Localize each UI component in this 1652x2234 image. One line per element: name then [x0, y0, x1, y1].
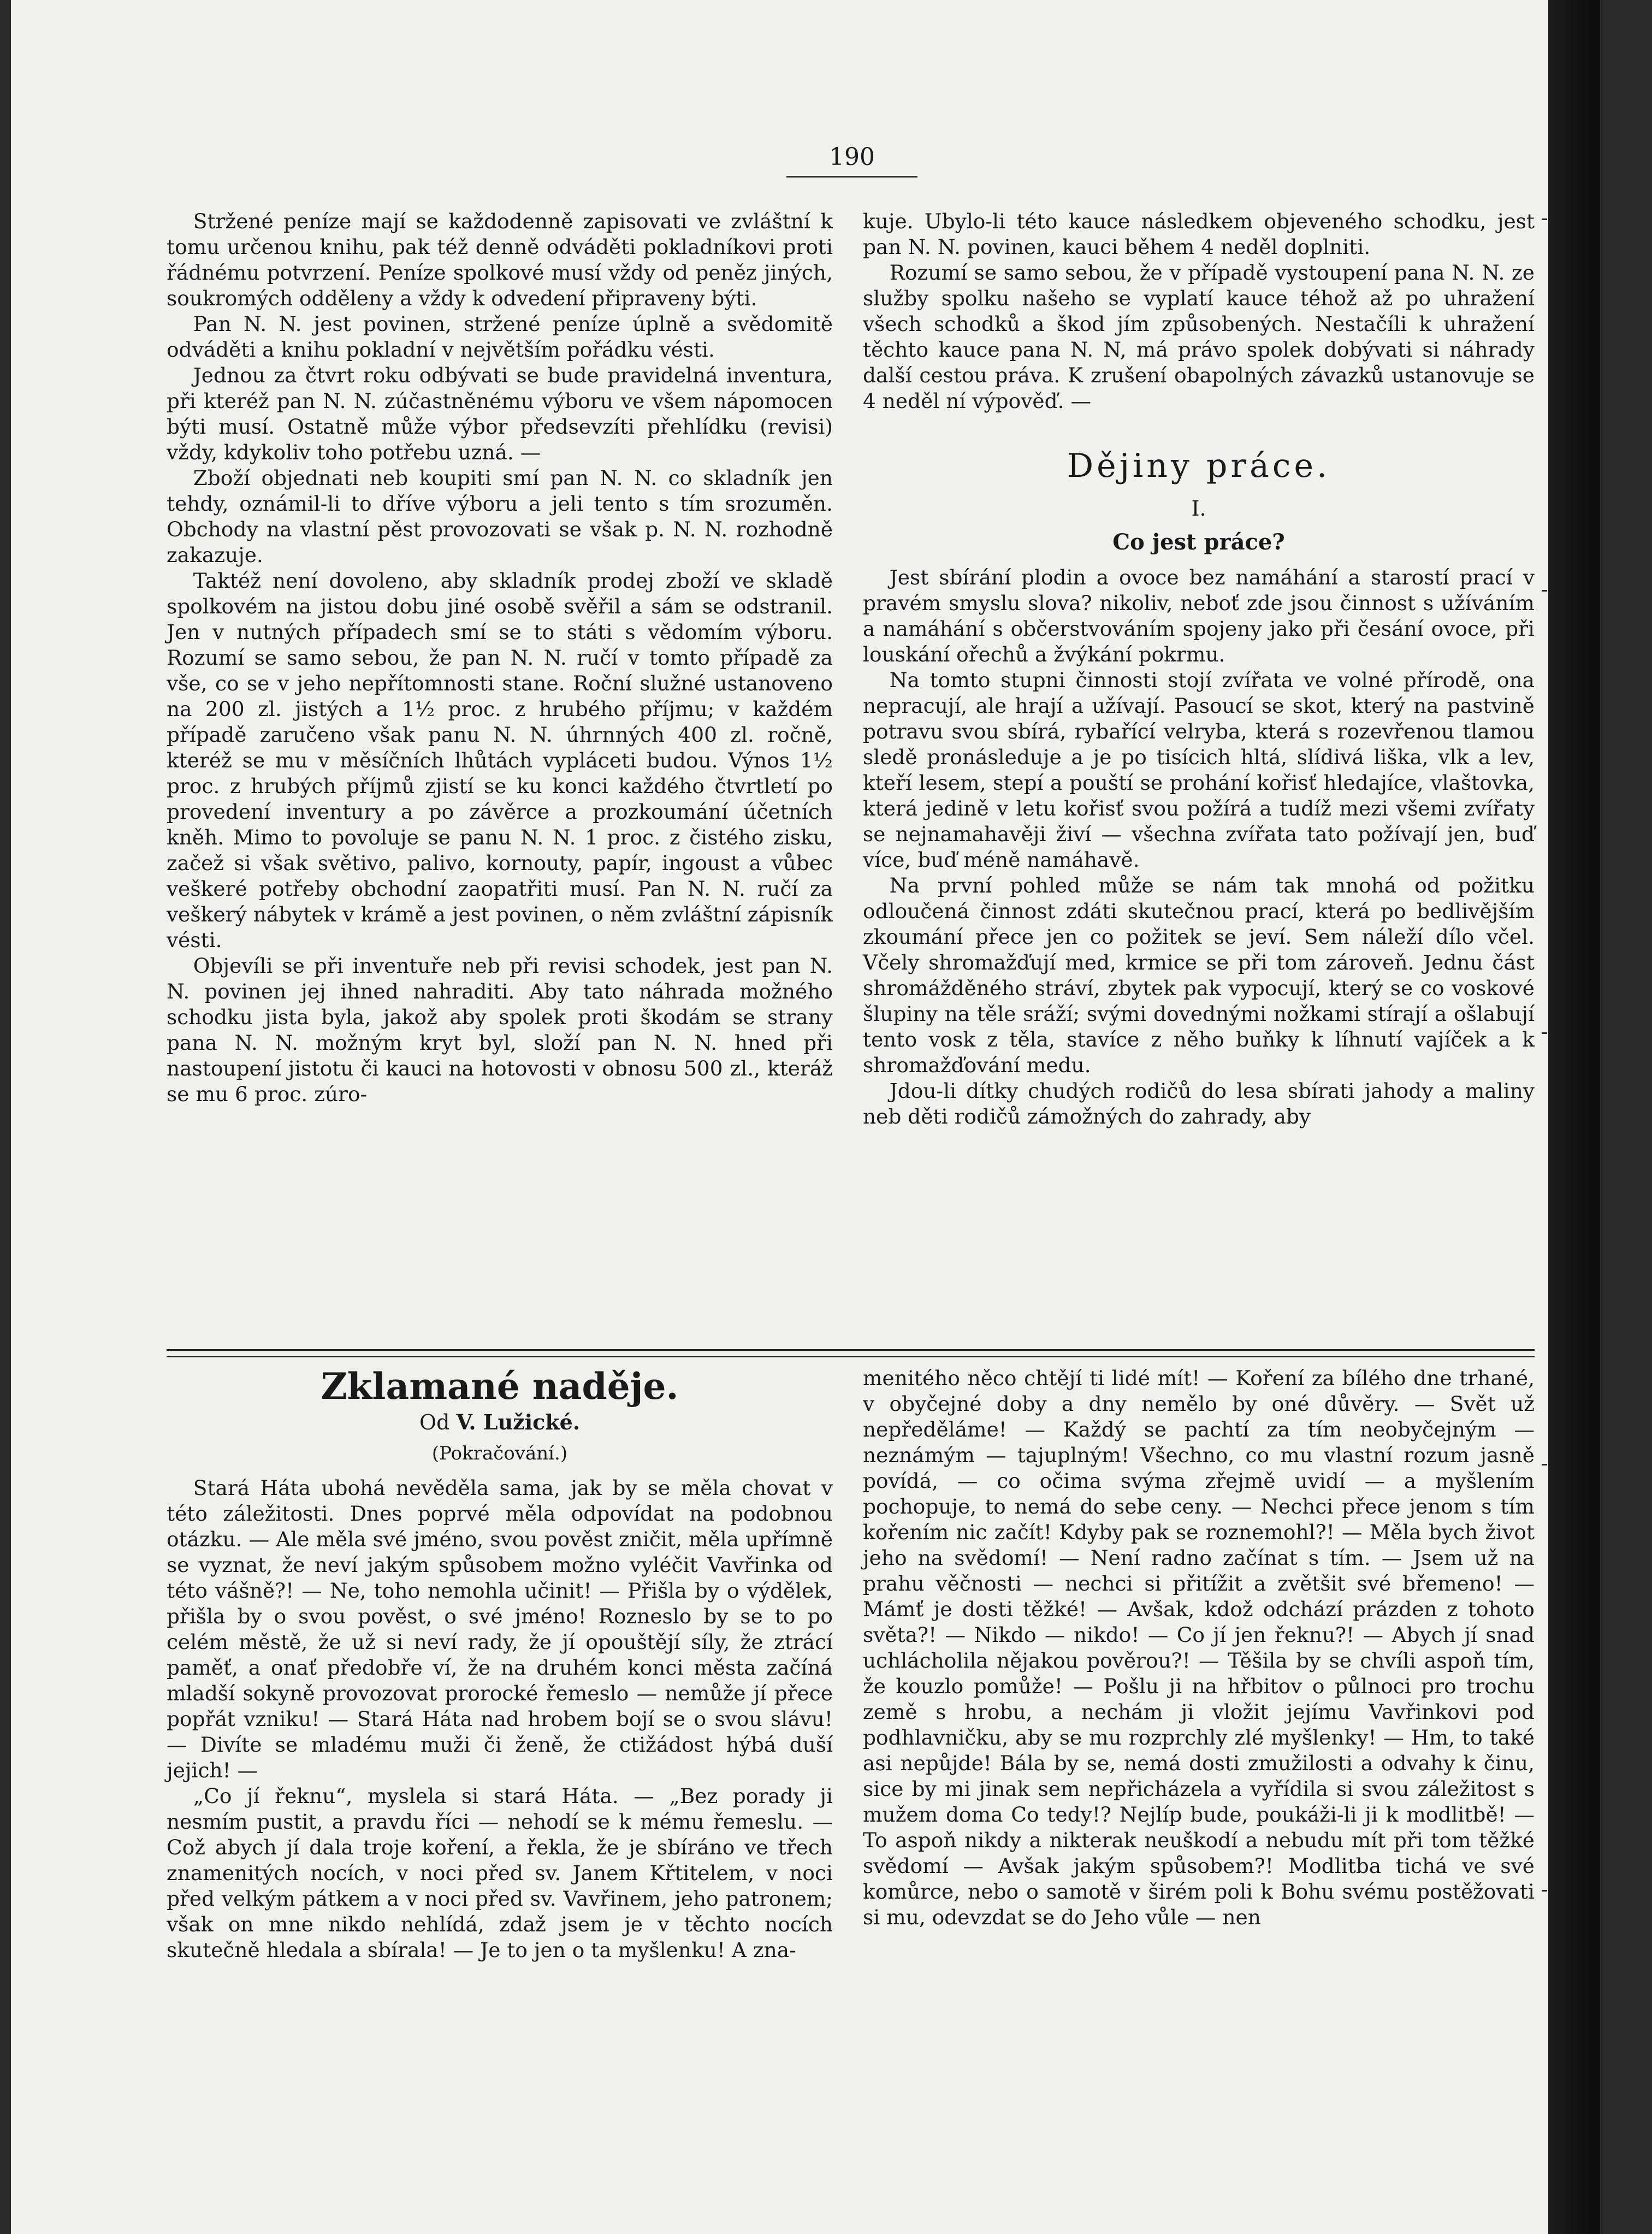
margin-mark: [1542, 1032, 1547, 1034]
section-number: I.: [1191, 497, 1206, 521]
paragraph: Zboží objednati neb koupiti smí pan N. N. co skladník jen tehdy, oznámil-li to dříve výboru a jeli tento s tím srozuměn. Obchody na vlastní pěst provozovati se však p. N. N. rozhodně zakazuje.: [167, 466, 833, 567]
paragraph: Stržené peníze mají se každodenně zapisovati ve zvláštní k tomu určenou knihu, pak též denně odváděti pokladníkovi proti řádnému potvrzení. Peníze spolkové musí vždy od peněz jiných, soukromých odděleny a vždy k odvedení připraveny býti.: [167, 209, 833, 310]
paragraph: Rozumí se samo sebou, že v případě vystoupení pana N. N. ze služby spolku našeho se vyplatí kauce téhož až po uhražení všech schodků a škod jím způsobených. Nestačíli k uhražení těchto kauce pana N. N, má právo spolek dobývati si náhrady další cestou práva. K zrušení obapolných závazků ustanovuje se 4 neděl ní výpověď. —: [863, 261, 1535, 413]
section-divider: [167, 1349, 1535, 1357]
story-left-column: [167, 1366, 833, 2196]
paragraph: Taktéž není dovoleno, aby skladník prodej zboží ve skladě spolkovém na jistou dobu jiné osobě svěřil a sám se odstranil. Jen v nutných případech smí se to státi s vědomím výboru. Rozumí se samo sebou, že pan N. N. ručí v tomto případě za vše, co se v jeho nepřítomnosti stane. Roční služné ustanoveno na 200 zl. jistých a 1½ proc. z hrubého příjmu; v každém případě zaručeno však panu N. N. úhrnných 400 zl. ročně, kteréž se mu v měsíčních lhůtách vypláceti budou. Výnos 1½ proc. z hrubých příjmů zjistí se ku konci každého čtvrtletí po provedení inventury a po závěrce a prozkoumání účetních kněh. Mimo to povoluje se panu N. N. 1 proc. z čistého zisku, začež si však světivo, palivo, kornouty, papír, ingoust a vůbec veškeré potřeby obchodní zaopatřiti musí. Pan N. N. ručí za veškerý nábytek v krámě a jest povinen, o něm zvláštní zápisník vésti.: [167, 569, 833, 952]
top-left-column: [167, 209, 833, 1356]
story-right-column: [863, 1366, 1535, 2196]
scan-edge: [1548, 0, 1600, 2234]
continuation-note: (Pokračování.): [431, 1443, 568, 1464]
paragraph: „Co jí řeknu“, myslela si stará Háta. — „Bez porady ji nesmím pustit, a pravdu říci — nehodí se k mému řemeslu. — Což abych jí dala troje koření, a řekla, že je sbíráno ve třech znamenitých nocích, v noci před sv. Janem Křtitelem, v noci před velkým pátkem a v noci před sv. Vavřinem, jeho patronem; však on mne nikdo nehlídá, zdaž jsem je v těchto nocích skutečně hledala a sbírala! — Je to jen o ta myšlenku! A zna-: [167, 1784, 833, 1962]
section-subtitle: Co jest práce?: [1112, 529, 1285, 555]
paragraph-continuation: menitého něco chtějí ti lidé mít! — Koření za bílého dne trhané, v obyčejné doby a dny nemělo by oné důvěry. — Svět už nepředěláme! — Každý se pachtí za tím neobyčejným — neznámým — tajuplným! Všechno, co mu vlastní rozum jasně povídá, — co očima svýma zřejmě uvidí — a myšlením pochopuje, to nemá do sebe ceny. — Nechci přece jenom s tím kořením nic začít! Kdyby pak se roznemohl?! — Měla bych život jeho na svědomí! — Není radno začínat s tím. — Jsem už na prahu věčnosti — nechci si přitížit a zvětšit své břemeno! — Mámť je dosti těžké! — Avšak, kdož odchází prázden z tohoto světa?! — Nikdo — nikdo! — Co jí jen řeknu?! — Abych jí snad uchlácholila nějakou pověrou?! — Těšila by se chvíli aspoň tím, že kouzlo pomůže! — Pošlu ji na hřbitov o půlnoci pro trochu země s hrobu, a nechám ji vložit jejímu Vavřinkovi pod podhlavničku, aby se mu rozprchly zlé myšlenky! — Hm, to také asi nepůjde! Bála by se, nemá dosti zmužilosti a odvahy k činu, sice by mi jinak sem nepřicházela a vyřídila si svou záležitost s mužem doma Co tedy!? Nejlíp bude, poukáži-li ji k modlitbě! — To aspoň nikdy a nikterak neuškodí a nebudu mít při tom těžké svědomí — Avšak jakým spůsobem?! Modlitba tichá ve své komůrce, nebo o samotě v širém poli k Bohu svému postěžovati si mu, odevzdat se do Jeho vůle — nen: [863, 1366, 1535, 1929]
byline-author: V. Lužické.: [456, 1410, 581, 1434]
story-byline: [167, 1409, 833, 1435]
paragraph: Stará Háta ubohá nevěděla sama, jak by se měla chovat v této záležitosti. Dnes poprvé měla odpovídat na podobnou otázku. — Ale měla své jméno, svou pověst zničit, měla upřímně se vyznat, že neví jakým spůsobem možno vyléčit Vavřinka od této vášně?! — Ne, toho nemohla učinit! — Přišla by o výdělek, přišla by o svou pověst, o své jméno! Rozneslo by se to po celém městě, že už si neví rady, že jí opouštějí síly, že ztrácí paměť, a onať předobře ví, že na druhém konci města začíná mladší sokyně provozovat prorocké řemeslo — nemůže jí přece popřát vzniku! — Stará Háta nad hrobem bojí se o svou slávu! — Divíte se mladému muži či ženě, že ctižádost hýbá duší jejich! —: [167, 1476, 833, 1782]
paragraph: Na první pohled může se nám tak mnohá od požitku odloučená činnost zdáti skutečnou prací, která po bedlivějším zkoumání přece jen co požitek se jeví. Sem náleží dílo včel. Včely shromažďují med, krmice se při tom zároveň. Jednu část shromážděného stráví, zbytek pak vypocují, který se co voskové šlupiny na těle sráží; svými dovednými nožkami stírají a ošlabují tento vosk z těla, stavíce z něho buňky k líhnutí vajíček a k shromažďování medu.: [863, 873, 1535, 1077]
paragraph-continuation: kuje. Ubylo-li této kauce následkem objeveného schodku, jest pan N. N. povinen, kauci během 4 neděl doplniti.: [863, 209, 1535, 259]
margin-mark: [1542, 590, 1547, 592]
paragraph: Jednou za čtvrt roku odbývati se bude pravidelná inventura, při kteréž pan N. N. zúčastněnému výboru ve všem nápomocen býti musí. Ostatně může výbor předsevzíti přehlídku (revisi) vždy, kdykoliv toho potřebu uzná. —: [167, 363, 833, 464]
margin-mark: [1542, 218, 1547, 220]
paragraph: Jest sbírání plodin a ovoce bez namáhání a starostí prací v pravém smyslu slova? nikoliv, neboť zde jsou činnost s užíváním a namáhání s občerstvováním spojeny jako při česání ovoce, při louskání ořechů a žvýkání pokrmu.: [863, 565, 1535, 666]
paragraph: Jdou-li dítky chudých rodičů do lesa sbírati jahody a maliny neb děti rodičů zámožných do zahrady, aby: [863, 1079, 1535, 1128]
margin-mark: [1542, 1464, 1547, 1465]
newspaper-page: [11, 0, 1600, 2234]
paragraph: Pan N. N. jest povinen, stržené peníze úplně a svědomitě odváděti a knihu pokladní v největším pořádku vésti.: [167, 312, 833, 362]
page-number-rule: [786, 176, 917, 178]
page-number: 190: [829, 143, 875, 171]
margin-mark: [1542, 1890, 1547, 1892]
paragraph: Objevíli se při inventuře neb při revisi schodek, jest pan N. N. povinen jej ihned nahraditi. Aby tato náhrada možného schodku jista byla, jakož aby spolek proti škodám se strany pana N. N. možným kryt byl, složí pan N. N. hned při nastoupení jistotu či kauci na hotovosti v obnosu 500 zl., kteráž se mu 6 proc. zúro-: [167, 954, 833, 1106]
story-title: Zklamané naděje.: [321, 1365, 679, 1408]
byline-prefix: Od: [419, 1410, 450, 1434]
section-title: Dějiny práce.: [1067, 447, 1331, 485]
paragraph: Na tomto stupni činnosti stojí zvířata ve volné přírodě, ona nepracují, ale hrají a užívají. Pasoucí se skot, který na pastvině potravu svou sbírá, rybařící velryba, která s rozevřenou tlamou sledě pronásleduje a je po tisícich hltá, slídivá liška, vlk a lev, kteří lesem, stepí a pouští se prohání kořisť hledajíce, vlaštovka, která jedině v letu kořisť svou požírá a tudíž mezi všemi zvířaty se nejnamahavěji živí — všechna zvířata tato požívají jen, buď více, buď méně namáhavě.: [863, 668, 1535, 872]
top-right-column: [863, 209, 1535, 1356]
